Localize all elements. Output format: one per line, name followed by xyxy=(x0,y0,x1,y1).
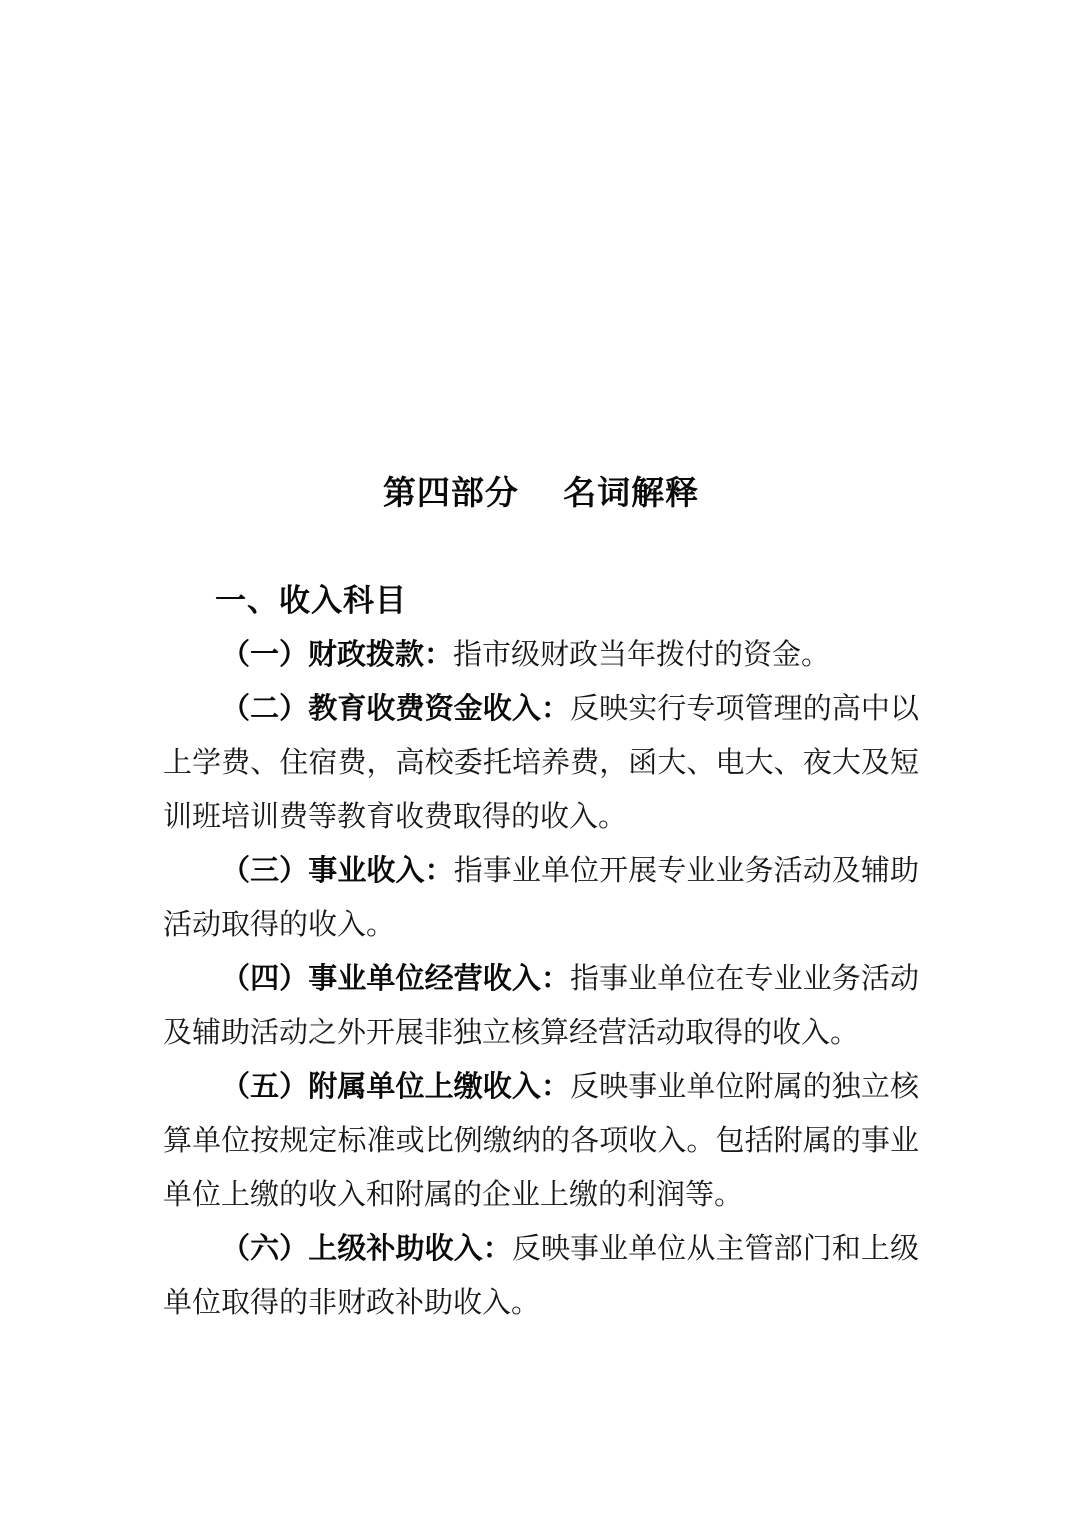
term-definition-1: 指市级财政当年拨付的资金。 xyxy=(453,639,831,671)
term-label-1: （一）财政拨款： xyxy=(221,639,454,671)
term-label-4: （四）事业单位经营收入： xyxy=(221,963,571,995)
section-heading-income-categories: 一、收入科目 xyxy=(215,583,407,618)
definition-paragraph-6 xyxy=(163,1222,919,1330)
definition-paragraph-1 xyxy=(163,628,919,682)
document-title: 第四部分 名词解释 xyxy=(382,474,700,511)
term-definition-2: 反映实行专项管理的高中以上学费、住宿费，高校委托培养费，函大、电大、夜大及短训班培训费等教育收费取得的收入。 xyxy=(163,693,919,833)
term-label-3: （三）事业收入： xyxy=(221,855,454,887)
definition-paragraph-4 xyxy=(163,952,919,1060)
definition-paragraph-5 xyxy=(163,1060,919,1222)
term-definition-4: 指事业单位在专业业务活动及辅助活动之外开展非独立核算经营活动取得的收入。 xyxy=(163,963,919,1049)
term-label-2: （二）教育收费资金收入： xyxy=(221,693,571,725)
term-definition-6: 反映事业单位从主管部门和上级单位取得的非财政补助收入。 xyxy=(163,1233,919,1319)
term-definition-3: 指事业单位开展专业业务活动及辅助活动取得的收入。 xyxy=(163,855,919,941)
term-definition-5: 反映事业单位附属的独立核算单位按规定标准或比例缴纳的各项收入。包括附属的事业单位上缴的收入和附属的企业上缴的利润等。 xyxy=(163,1071,919,1211)
term-label-6: （六）上级补助收入： xyxy=(221,1233,512,1265)
definition-paragraph-3 xyxy=(163,844,919,952)
term-label-5: （五）附属单位上缴收入： xyxy=(221,1071,571,1103)
definition-paragraph-2 xyxy=(163,682,919,844)
